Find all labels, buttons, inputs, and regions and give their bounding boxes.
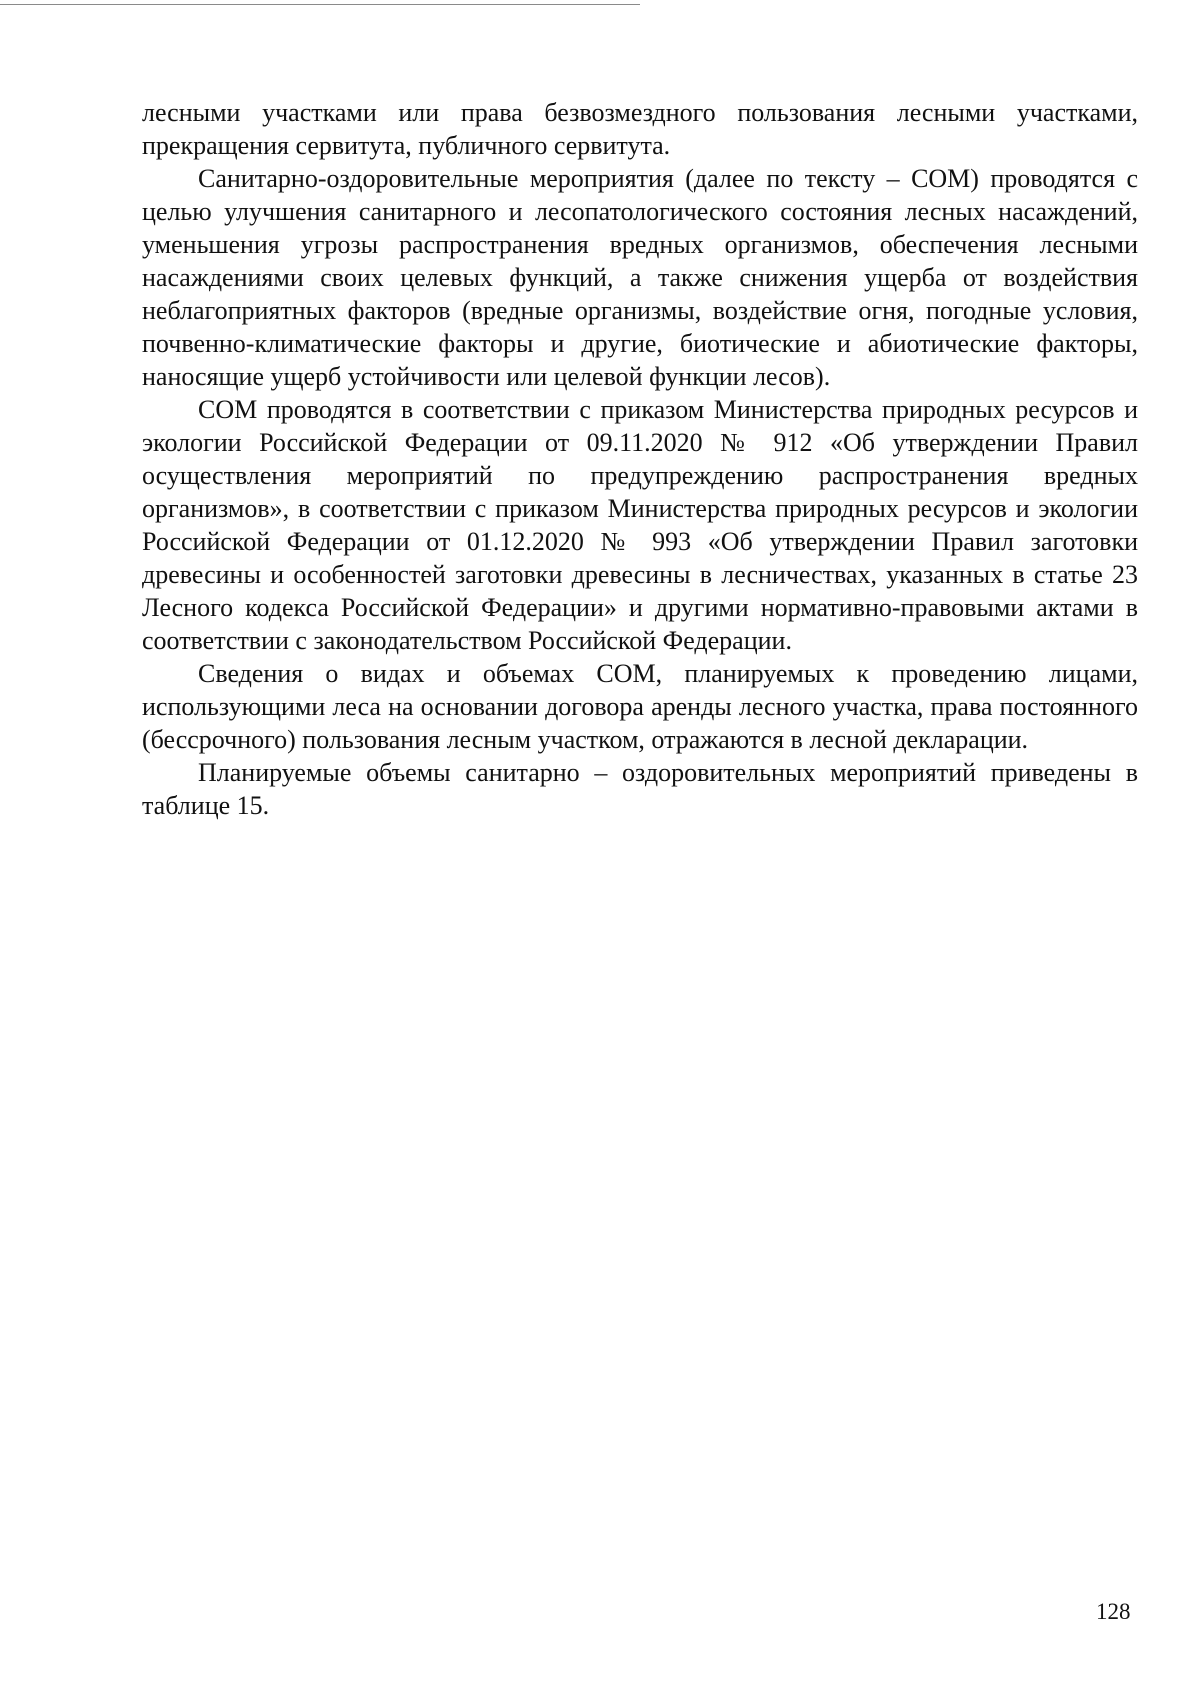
paragraph-som-volumes: Планируемые объемы санитарно – оздоровительных мероприятий приведены в таблице 15. <box>142 758 1138 820</box>
paragraph-continuation: лесными участками или права безвозмездного пользования лесными участками, прекращения сервитута, публичного сервитута. <box>142 98 1138 160</box>
paragraph-som-legal-basis: СОМ проводятся в соответствии с приказом Министерства природных ресурсов и экологии Российской Федерации от 09.11.2020 № 912 «Об утверждении Правил осуществления мероприятий по предупреждению распространения вредных организмов», в соответствии с приказом Министерства природных ресурсов и экологии Российской Федерации от 01.12.2020 № 993 «Об утверждении Правил заготовки древесины и особенностей заготовки древесины в лесничествах, указанных в статье 23 Лесного кодекса Российской Федерации» и другими нормативно-правовыми актами в соответствии с законодательством Российской Федерации. <box>142 395 1138 655</box>
paragraph-som-declaration: Сведения о видах и объемах СОМ, планируемых к проведению лицами, использующими леса на основании договора аренды лесного участка, права постоянного (бессрочного) пользования лесным участком, отражаются в лесной декларации. <box>142 659 1138 754</box>
paragraph-som-definition: Санитарно-оздоровительные мероприятия (далее по тексту – СОМ) проводятся с целью улучшения санитарного и лесопатологического состояния лесных насаждений, уменьшения угрозы распространения вредных организмов, обеспечения лесными насаждениями своих целевых функций, а также снижения ущерба от воздействия неблагоприятных факторов (вредные организмы, воздействие огня, погодные условия, почвенно-климатические факторы и другие, биотические и абиотические факторы, наносящие ущерб устойчивости или целевой функции лесов). <box>142 164 1138 391</box>
page-number: 128 <box>1096 1599 1131 1624</box>
document-body <box>142 96 1138 822</box>
scan-edge-line <box>0 4 640 5</box>
